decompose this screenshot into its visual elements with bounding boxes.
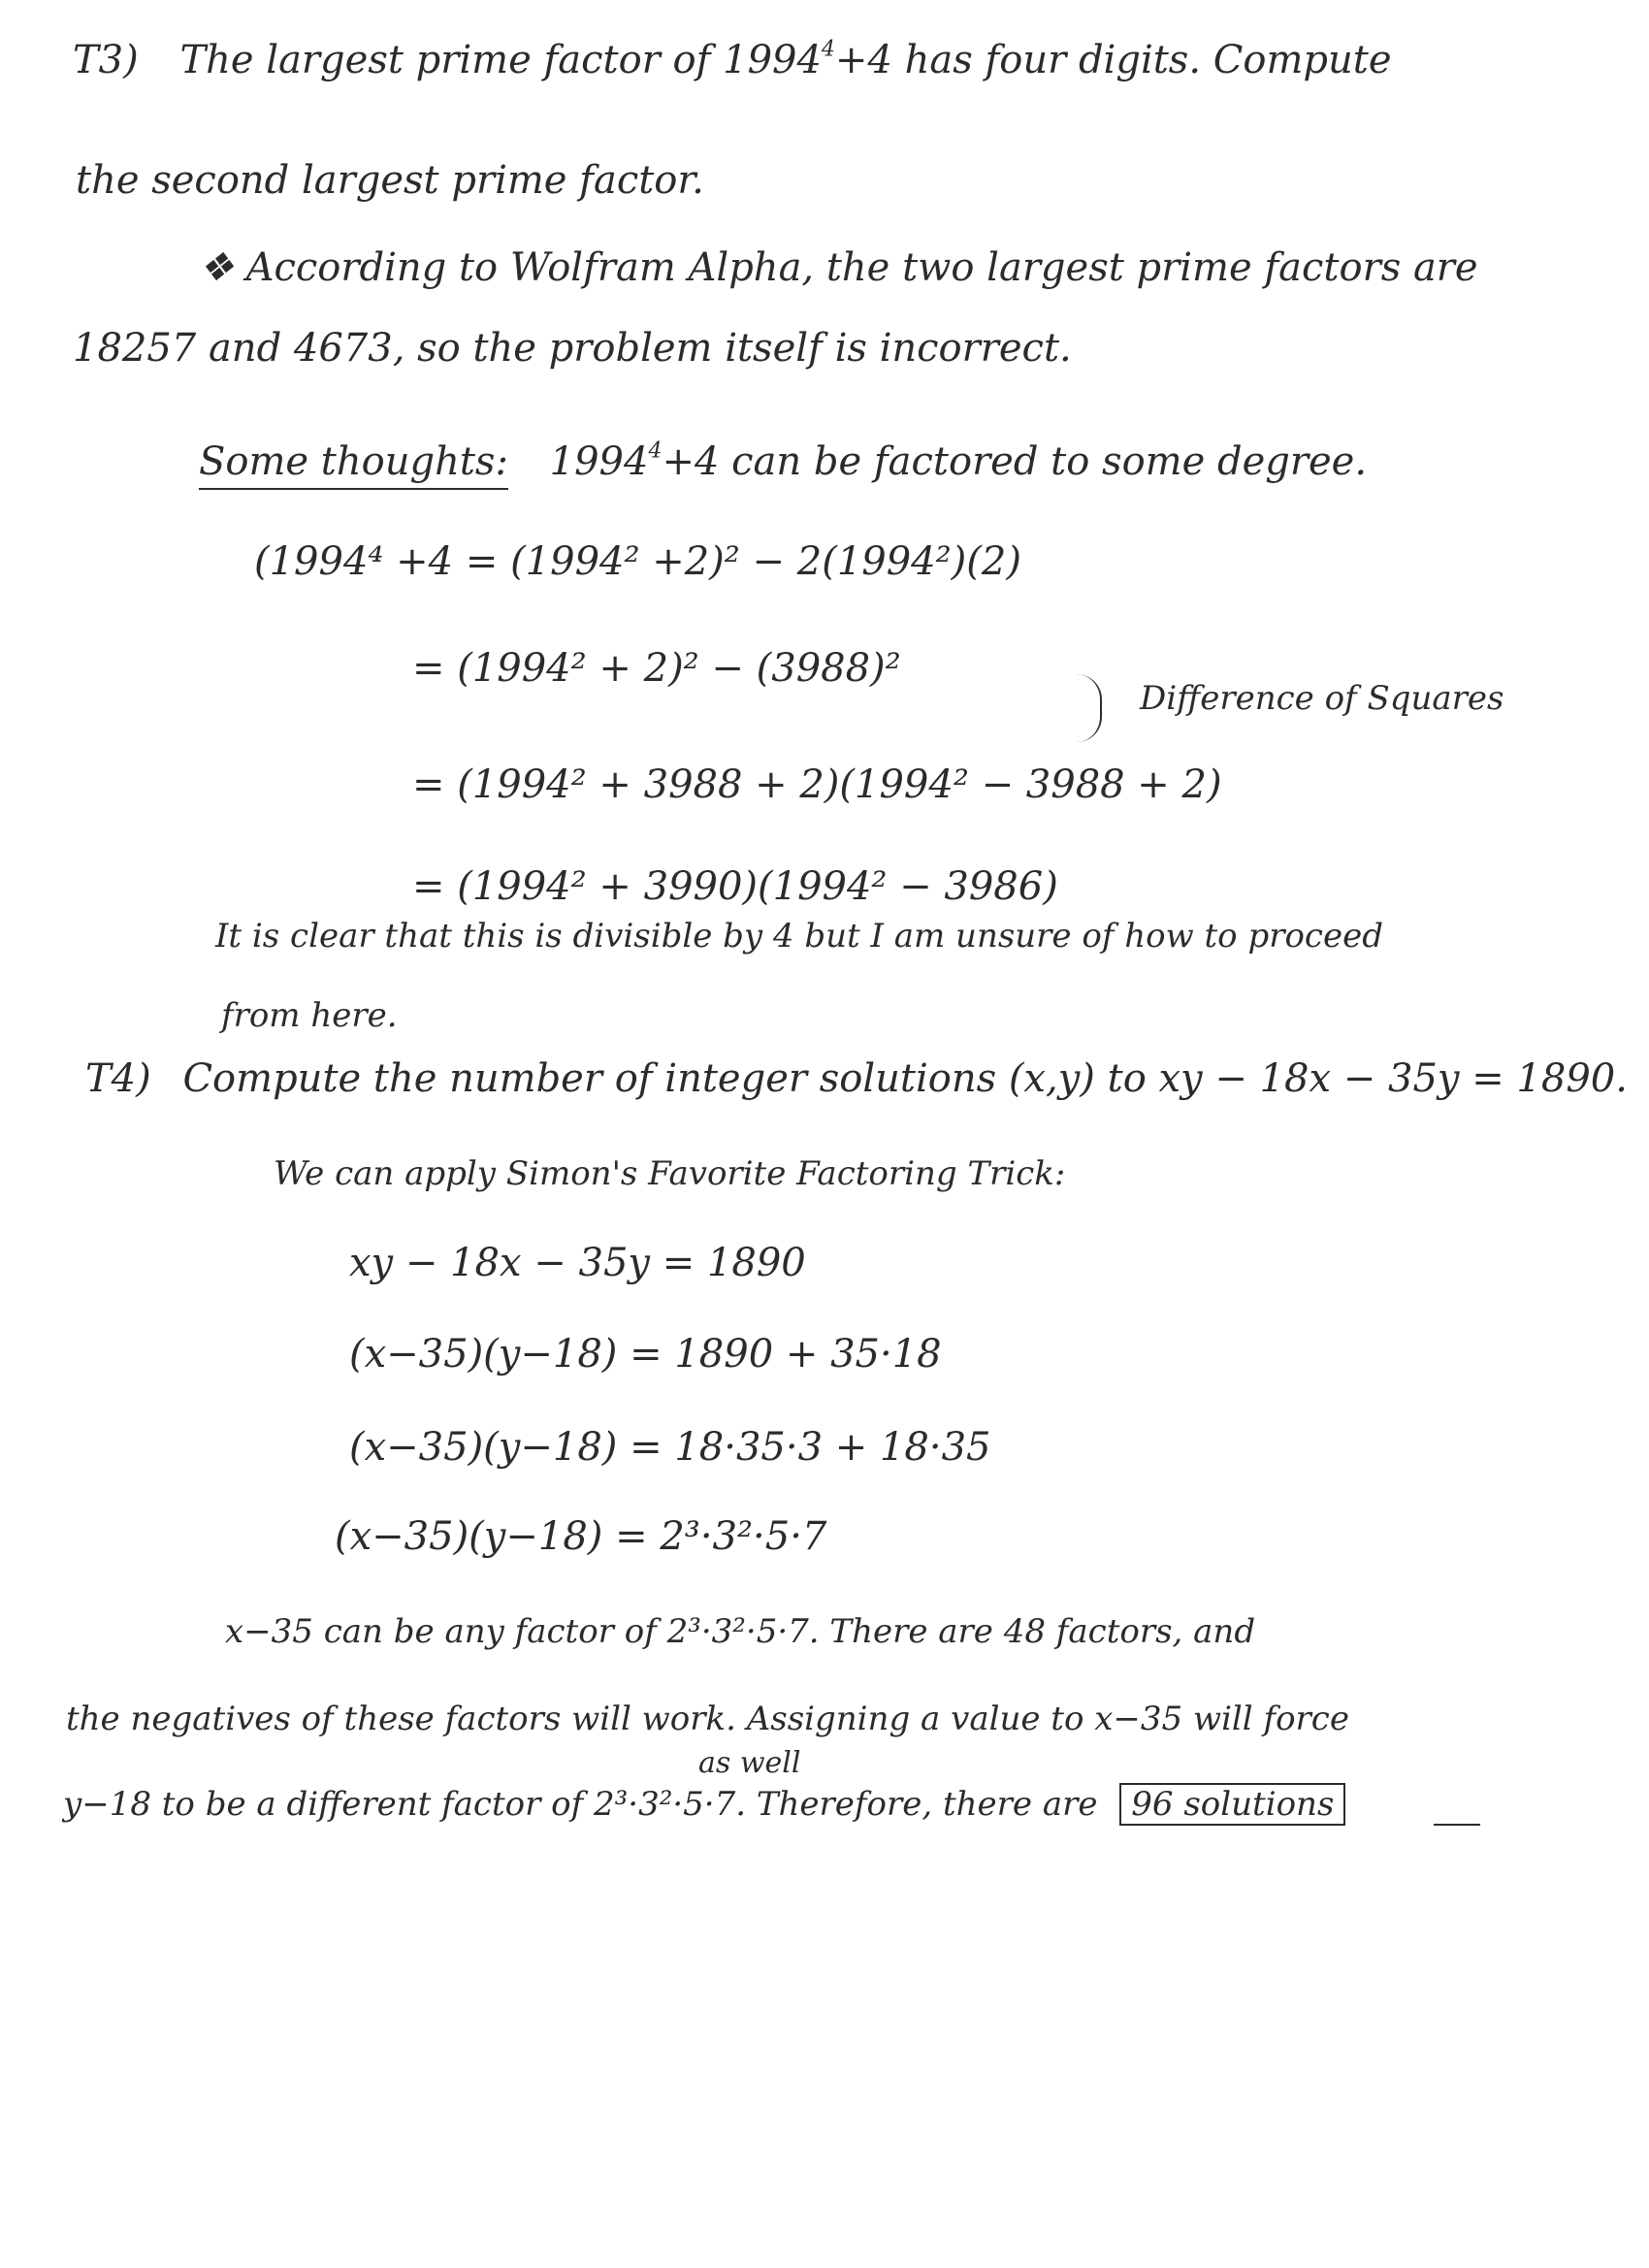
t4-intro: We can apply Simon's Favorite Factoring Trick:: [274, 1154, 1066, 1193]
note-line2: 18257 and 4673, so the problem itself is incorrect.: [73, 326, 1072, 371]
t4-paragraph-3-text: y−18 to be a different factor of 2³·3²·5·7. Therefore, there are: [63, 1785, 1098, 1824]
t4-insertion-as-well: as well: [698, 1746, 801, 1780]
problem-t3-exponent: 4: [821, 37, 835, 62]
thoughts-label: Some thoughts:: [199, 439, 508, 490]
problem-t3-label: T3): [73, 38, 139, 82]
problem-t4-label: T4): [85, 1056, 151, 1101]
problem-t3-line2: the second largest prime factor.: [76, 158, 704, 203]
answer-tail-line: [1434, 1824, 1480, 1826]
t3-conclusion-1: It is clear that this is divisible by 4 but I am unsure of how to proceed: [215, 917, 1383, 956]
thoughts-text-a: 1994: [549, 439, 649, 484]
thoughts-exponent: 4: [648, 438, 663, 464]
problem-t3-question-a: The largest prime factor of 1994: [179, 38, 822, 82]
t4-equation-2: (x−35)(y−18) = 1890 + 35·18: [349, 1332, 942, 1377]
difference-of-squares-note: Difference of Squares: [1140, 679, 1504, 718]
t4-paragraph-1: x−35 can be any factor of 2³·3²·5·7. There are 48 factors, and: [225, 1612, 1256, 1651]
note-text1: According to Wolfram Alpha, the two largest prime factors are: [245, 245, 1478, 290]
t3-equation-2: = (1994² + 2)² − (3988)²: [412, 646, 901, 691]
thoughts-line: [199, 438, 1367, 485]
t3-equation-3: = (1994² + 3988 + 2)(1994² − 3988 + 2): [412, 762, 1222, 807]
problem-t3-question-b: +4 has four digits. Compute: [834, 38, 1392, 82]
brace-mark: [1077, 674, 1102, 742]
t4-equation-4: (x−35)(y−18) = 2³·3²·5·7: [335, 1514, 827, 1559]
problem-t4-question: Compute the number of integer solutions (x,y) to xy − 18x − 35y = 1890.: [182, 1056, 1628, 1101]
t3-equation-1: (1994⁴ +4 = (1994² +2)² − 2(1994²)(2): [254, 539, 1021, 584]
t4-paragraph-2: the negatives of these factors will work. Assigning a value to x−35 will force: [66, 1700, 1349, 1738]
t4-equation-1: xy − 18x − 35y = 1890: [349, 1241, 806, 1285]
problem-t4-line: [85, 1055, 1628, 1102]
answer-box: 96 solutions: [1119, 1783, 1345, 1826]
thoughts-text-b: +4 can be factored to some degree.: [662, 439, 1368, 484]
note-line1: [199, 244, 1478, 291]
t4-paragraph-3: [63, 1785, 1345, 1825]
t3-equation-4: = (1994² + 3990)(1994² − 3986): [412, 864, 1058, 909]
t3-conclusion-2: from here.: [221, 996, 398, 1035]
problem-t3-line1: [73, 37, 1392, 83]
note-symbol: ❖: [199, 245, 234, 290]
t4-equation-3: (x−35)(y−18) = 18·35·3 + 18·35: [349, 1425, 991, 1470]
